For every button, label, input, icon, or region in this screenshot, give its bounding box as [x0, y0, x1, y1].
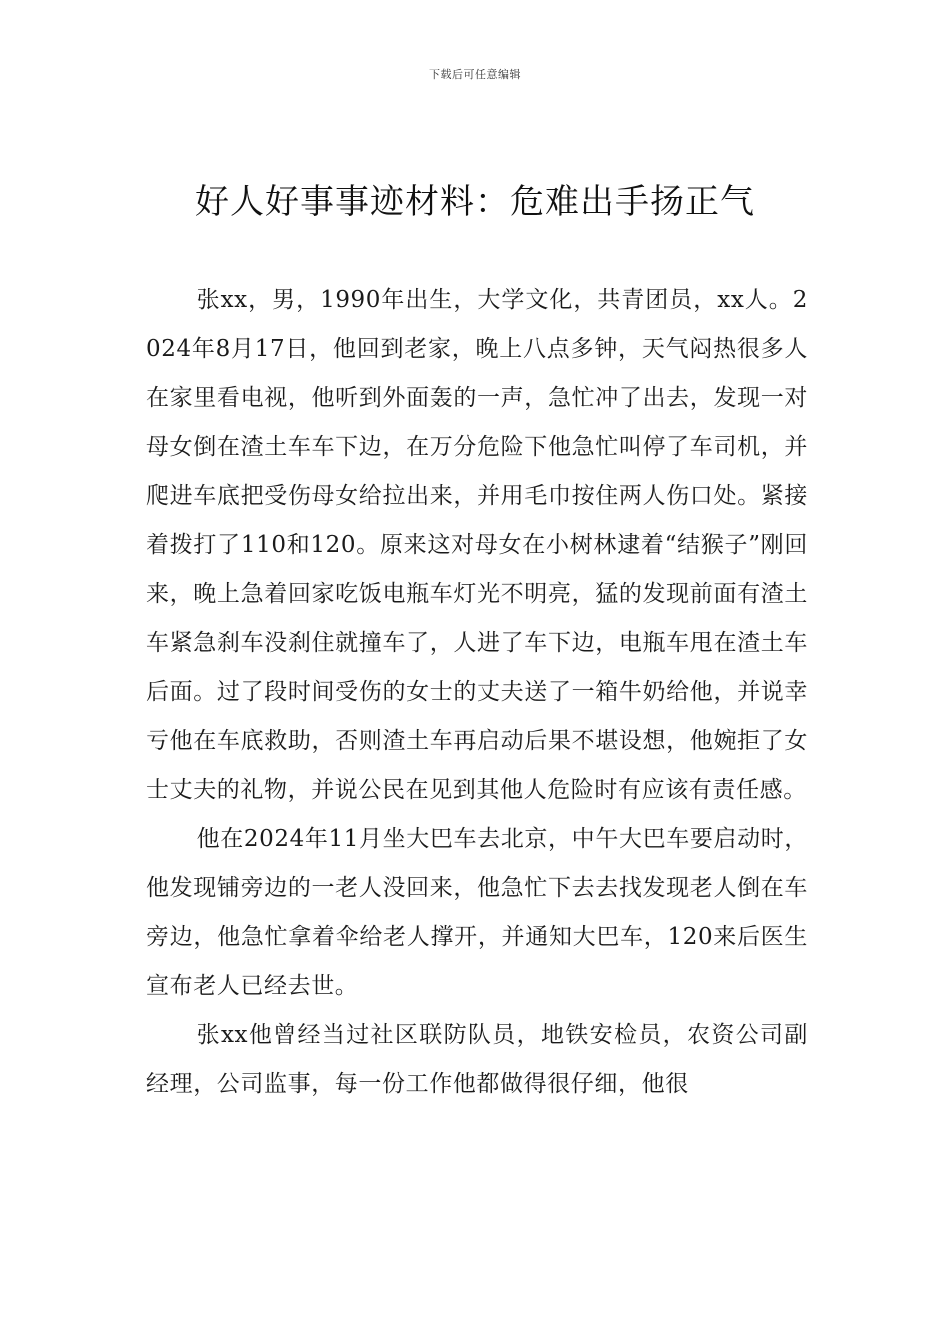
document-title: 好人好事事迹材料：危难出手扬正气 — [195, 182, 755, 222]
paragraph-2: 他在2024年11月坐大巴车去北京，中午大巴车要启动时，他发现铺旁边的一老人没回来，他急忙下去去找发现老人倒在车旁边，他急忙拿着伞给老人撑开，并通知大巴车，120来后医生宣布老人已经去世。 — [146, 826, 808, 999]
paragraph-1: 张xx，男，1990年出生，大学文化，共青团员，xx人。2024年8月17日，他回到老家，晚上八点多钟，天气闷热很多人在家里看电视，他听到外面轰的一声，急忙冲了出去，发现一对母女倒在渣土车车下边，在万分危险下他急忙叫停了车司机，并爬进车底把受伤母女给拉出来，并用毛巾按住两人伤口处。紧接着拨打了110和120。原来这对母女在小树林逮着“结猴子”刚回来，晚上急着回家吃饭电瓶车灯光不明亮，猛的发现前面有渣土车紧急刹车没刹住就撞车了，人进了车下边，电瓶车甩在渣土车后面。过了段时间受伤的女士的丈夫送了一箱牛奶给他，并说幸亏他在车底救助，否则渣土车再启动后果不堪设想，他婉拒了女士丈夫的礼物，并说公民在见到其他人危险时有应该有责任感。 — [146, 287, 808, 803]
page-header-note: 下载后可任意编辑 — [429, 68, 521, 81]
document-body — [146, 276, 808, 1109]
paragraph-3: 张xx他曾经当过社区联防队员，地铁安检员，农资公司副经理，公司监事，每一份工作他都做得很仔细，他很 — [146, 1022, 808, 1097]
